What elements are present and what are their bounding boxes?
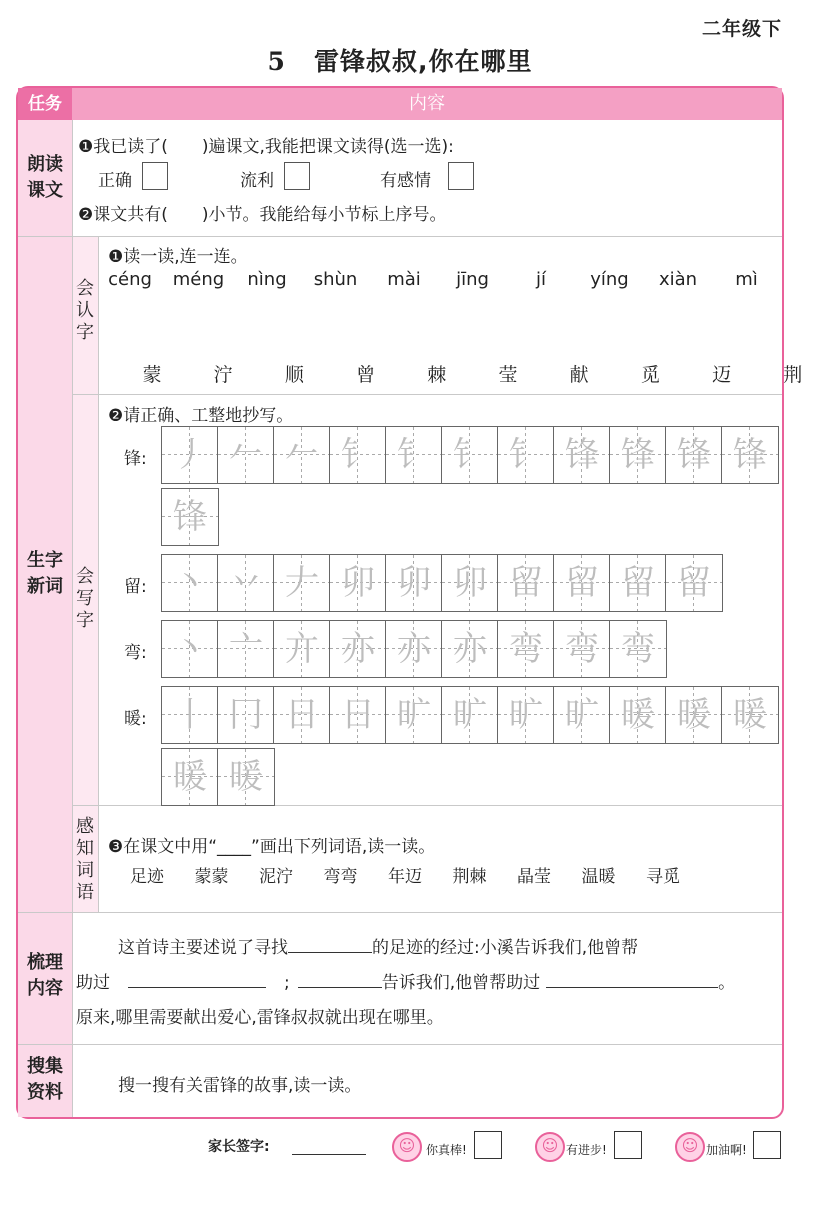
- writing-grid: [161, 748, 275, 806]
- writing-cell[interactable]: [442, 555, 498, 611]
- writing-cell[interactable]: [554, 555, 610, 611]
- stroke-guide: 亦: [341, 629, 375, 669]
- stroke-guide: 亦: [397, 629, 431, 669]
- blank[interactable]: [298, 969, 382, 988]
- write-instruction: ❷请正确、工整地抄写。: [108, 406, 294, 426]
- writing-cell[interactable]: [442, 687, 498, 743]
- writing-cell[interactable]: [218, 687, 274, 743]
- char-item: 荆: [783, 364, 803, 386]
- word-item: 温暖: [581, 867, 616, 887]
- stroke-guide: 丿: [173, 435, 207, 475]
- reading-line-1: ❶我已读了( )遍课文,我能把课文读得(选一选):: [78, 137, 454, 157]
- writing-cell[interactable]: [218, 555, 274, 611]
- stroke-guide: 锋: [733, 435, 767, 475]
- pinyin-item: nìng: [247, 269, 287, 290]
- char-item: 泞: [213, 364, 233, 386]
- stroke-guide: 锋: [173, 497, 207, 537]
- stroke-guide: 钅: [453, 435, 487, 475]
- stroke-guide: 丷: [229, 563, 263, 603]
- char-item: 棘: [427, 364, 447, 386]
- writing-cell[interactable]: [330, 427, 386, 483]
- writing-cell[interactable]: [498, 555, 554, 611]
- pinyin-item: jí: [535, 269, 546, 290]
- write-row-label: 暖:: [124, 709, 147, 729]
- grade-label: 二年级下: [701, 18, 782, 40]
- writing-cell[interactable]: [162, 749, 218, 805]
- stroke-guide: 弯: [509, 629, 543, 669]
- writing-grid: [161, 488, 219, 546]
- char-item: 曾: [356, 364, 376, 386]
- sun-face-icon: ☺: [535, 1132, 565, 1162]
- write-row-label: 弯:: [124, 643, 147, 663]
- writing-grid: [161, 686, 779, 744]
- stroke-guide: 暖: [173, 757, 207, 797]
- writing-cell[interactable]: [666, 427, 722, 483]
- stroke-guide: 𠂇: [285, 563, 319, 603]
- word-item: 寻觅: [646, 867, 680, 887]
- writing-cell[interactable]: [386, 687, 442, 743]
- char-item: 献: [569, 364, 589, 386]
- collect-text: 搜一搜有关雷锋的故事,读一读。: [118, 1076, 362, 1096]
- collect-label: 搜集 资料: [27, 1056, 63, 1103]
- char-item: 迈: [712, 364, 732, 386]
- writing-cell[interactable]: [274, 687, 330, 743]
- stroke-guide: 暖: [621, 695, 655, 735]
- writing-grid: [161, 426, 779, 484]
- writing-cell[interactable]: [162, 489, 218, 545]
- signature-line[interactable]: [292, 1154, 366, 1155]
- word-item: 年迈: [388, 867, 422, 887]
- pinyin-item: mài: [387, 269, 421, 290]
- sun-face-icon: ☺: [392, 1132, 422, 1162]
- rating-cheer-box[interactable]: [753, 1131, 781, 1159]
- writing-cell[interactable]: [498, 621, 554, 677]
- writing-cell[interactable]: [386, 621, 442, 677]
- summary-line-1: 这首诗主要述说了寻找 的足迹的经过:小溪告诉我们,他曾帮: [118, 933, 638, 958]
- recognize-instruction: ❶读一读,连一连。: [108, 247, 248, 267]
- option-correct: 正确: [98, 171, 132, 191]
- lesson-number: 5: [267, 47, 286, 76]
- worksheet-table: [16, 86, 803, 1119]
- option-fluent: 流利: [240, 171, 274, 191]
- write-row-label: 锋:: [124, 449, 147, 469]
- rating-progress-box[interactable]: [614, 1131, 642, 1159]
- sun-face-icon: ☺: [675, 1132, 705, 1162]
- stroke-guide: 锋: [565, 435, 599, 475]
- char-item: 蒙: [142, 364, 162, 386]
- words-instruction: ❸在课文中用“____”画出下列词语,读一读。: [108, 837, 436, 857]
- word-item: 晶莹: [517, 867, 551, 887]
- stroke-guide: 亣: [285, 629, 319, 669]
- writing-cell[interactable]: [218, 621, 274, 677]
- stroke-guide: 旷: [565, 695, 599, 735]
- writing-cell[interactable]: [498, 687, 554, 743]
- writing-cell[interactable]: [386, 427, 442, 483]
- writing-cell[interactable]: [666, 687, 722, 743]
- header-task: 任务: [18, 88, 72, 120]
- stroke-guide: 钅: [509, 435, 543, 475]
- divider: [18, 912, 782, 913]
- divider: [72, 394, 782, 395]
- reading-line-2: ❷课文共有( )小节。我能给每小节标上序号。: [78, 205, 447, 225]
- writing-cell[interactable]: [162, 621, 218, 677]
- writing-cell[interactable]: [554, 427, 610, 483]
- word-item: 弯弯: [323, 867, 358, 887]
- rating-cheer-label: 加油啊!: [706, 1143, 747, 1157]
- shengzi-label: 生字 新词: [27, 550, 63, 597]
- summary-label: 梳理 内容: [27, 952, 63, 999]
- stroke-guide: 钅: [397, 435, 431, 475]
- stroke-guide: 留: [621, 563, 655, 603]
- stroke-guide: 钅: [341, 435, 375, 475]
- stroke-guide: 𠂉: [229, 435, 263, 475]
- writing-cell[interactable]: [162, 427, 218, 483]
- writing-cell[interactable]: [554, 687, 610, 743]
- stroke-guide: 日: [341, 695, 375, 735]
- divider: [18, 236, 782, 237]
- writing-cell[interactable]: [610, 555, 666, 611]
- word-item: 泥泞: [259, 867, 293, 887]
- writing-cell[interactable]: [610, 427, 666, 483]
- pinyin-item: méng: [172, 269, 225, 290]
- writing-cell[interactable]: [610, 621, 666, 677]
- writing-cell[interactable]: [722, 687, 778, 743]
- stroke-guide: 锋: [621, 435, 655, 475]
- stroke-guide: 卯: [397, 563, 431, 603]
- writing-grid: [161, 620, 667, 678]
- writing-cell[interactable]: [218, 427, 274, 483]
- rating-progress-label: 有进步!: [566, 1143, 607, 1157]
- writing-cell[interactable]: [610, 687, 666, 743]
- writing-cell[interactable]: [666, 555, 722, 611]
- word-item: 足迹: [130, 867, 164, 887]
- writing-grid: [161, 554, 723, 612]
- header-content: 内容: [409, 93, 445, 114]
- stroke-guide: 旷: [509, 695, 543, 735]
- stroke-guide: 亠: [229, 629, 263, 669]
- writing-cell[interactable]: [330, 687, 386, 743]
- stroke-guide: 丶: [173, 629, 207, 669]
- option-emotion-box[interactable]: [448, 162, 474, 190]
- write-label: 会 写 字: [76, 566, 94, 631]
- stroke-guide: 暖: [229, 757, 263, 797]
- stroke-guide: 冂: [229, 695, 263, 735]
- stroke-guide: 暖: [677, 695, 711, 735]
- signature-label: 家长签字:: [208, 1139, 270, 1155]
- stroke-guide: 暖: [733, 695, 767, 735]
- rating-great-box[interactable]: [474, 1131, 502, 1159]
- pinyin-item: mì: [735, 269, 758, 290]
- recognize-label: 会 认 字: [76, 278, 94, 343]
- writing-cell[interactable]: [330, 621, 386, 677]
- divider: [18, 1044, 782, 1045]
- rating-great-label: 你真棒!: [426, 1143, 467, 1157]
- write-row-label: 留:: [124, 577, 147, 597]
- writing-cell[interactable]: [442, 427, 498, 483]
- pinyin-item: shùn: [313, 269, 358, 290]
- lesson-title: 雷锋叔叔,你在哪里: [313, 47, 533, 76]
- writing-cell[interactable]: [722, 427, 778, 483]
- pinyin-item: jīng: [456, 269, 489, 290]
- page-title: [0, 42, 800, 78]
- blank[interactable]: [288, 934, 372, 953]
- writing-cell[interactable]: [386, 555, 442, 611]
- stroke-guide: 亦: [453, 629, 487, 669]
- stroke-guide: 丶: [173, 563, 207, 603]
- stroke-guide: 丨: [173, 695, 207, 735]
- word-item: 荆棘: [452, 867, 487, 887]
- stroke-guide: 弯: [621, 629, 655, 669]
- summary-line-3: 原来,哪里需要献出爱心,雷锋叔叔就出现在哪里。: [76, 1008, 444, 1028]
- blank[interactable]: [128, 969, 266, 988]
- stroke-guide: 弯: [565, 629, 599, 669]
- stroke-guide: 卯: [453, 563, 487, 603]
- char-item: 觅: [640, 364, 660, 386]
- writing-cell[interactable]: [218, 749, 274, 805]
- pinyin-item: yíng: [590, 269, 629, 290]
- writing-cell[interactable]: [330, 555, 386, 611]
- stroke-guide: 旷: [397, 695, 431, 735]
- writing-cell[interactable]: [274, 555, 330, 611]
- stroke-guide: 日: [285, 695, 319, 735]
- summary-line-2: 助过 ; 告诉我们,他曾帮助过 。: [76, 968, 735, 993]
- char-item: 莹: [498, 364, 518, 386]
- reading-label: 朗读 课文: [27, 154, 63, 201]
- stroke-guide: 锋: [677, 435, 711, 475]
- option-emotion: 有感情: [380, 171, 431, 191]
- writing-cell[interactable]: [274, 427, 330, 483]
- stroke-guide: 留: [565, 563, 599, 603]
- words-label: 感 知 词 语: [76, 816, 94, 903]
- stroke-guide: 留: [509, 563, 543, 603]
- divider: [98, 236, 99, 912]
- pinyin-item: xiàn: [658, 269, 698, 290]
- char-item: 顺: [284, 364, 304, 386]
- stroke-guide: 卯: [341, 563, 375, 603]
- writing-cell[interactable]: [442, 621, 498, 677]
- writing-cell[interactable]: [162, 687, 218, 743]
- pinyin-item: céng: [108, 269, 152, 290]
- word-item: 蒙蒙: [194, 867, 229, 887]
- stroke-guide: 𠂉: [285, 435, 319, 475]
- writing-cell[interactable]: [554, 621, 610, 677]
- stroke-guide: 旷: [453, 695, 487, 735]
- writing-cell[interactable]: [498, 427, 554, 483]
- blank[interactable]: [546, 969, 718, 988]
- writing-cell[interactable]: [274, 621, 330, 677]
- writing-cell[interactable]: [162, 555, 218, 611]
- stroke-guide: 留: [677, 563, 711, 603]
- option-correct-box[interactable]: [142, 162, 168, 190]
- option-fluent-box[interactable]: [284, 162, 310, 190]
